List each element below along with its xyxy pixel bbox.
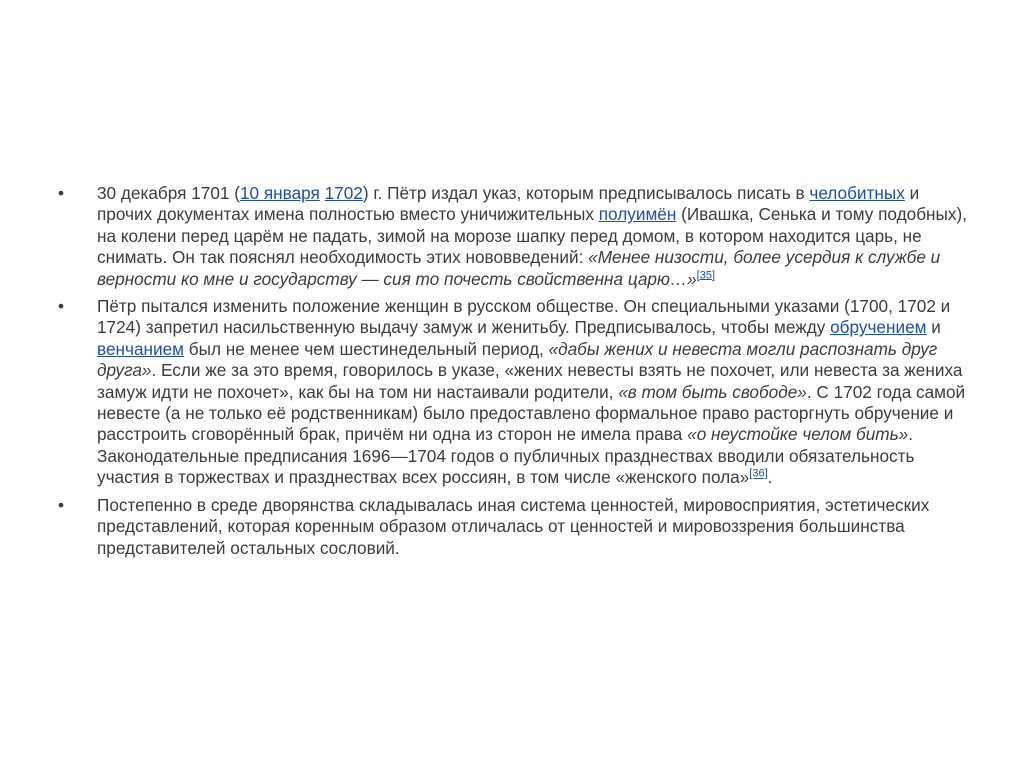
bullet-list xyxy=(58,183,968,565)
quote-freedom: «в том быть свободе» xyxy=(618,381,807,402)
text-segment: (Ивашка, Сенька и тому подобных), на колени перед царём не падать, зимой на морозе шапку перед домом, в котором находится царь, не снимать. Он так пояснял необходимость этих нововведений: xyxy=(97,204,967,268)
text-segment: и прочих документах имена полностью вместо уничижительных xyxy=(97,183,920,225)
quote-recognize: «дабы жених и невеста могли распознать друг друга» xyxy=(97,338,938,381)
text-segment: ) г. Пётр издал указ, которым предписывалось писать в xyxy=(362,183,810,203)
link-poluimena[interactable]: полуимён xyxy=(598,204,677,225)
link-venchanie[interactable]: венчанием xyxy=(97,338,184,359)
text-segment: был не менее чем шестинедельный период, xyxy=(183,338,549,359)
bullet-item-names-decree xyxy=(58,183,968,290)
text-segment: . Если же за это время, говорилось в указе, «жених невесты взять не похочет, или невеста за жениха замуж идти не похочет», как бы на том ни настаивали родители, xyxy=(97,360,963,402)
link-10-january[interactable]: 10 января xyxy=(239,183,320,203)
reference-35[interactable]: [35] xyxy=(696,268,716,281)
quote-penalty: «о неустойке челом бить» xyxy=(687,424,909,445)
text-segment: . Законодательные предписания 1696—1704 годов о публичных празднествах вводили обязательность участия в торжествах и празднествах всех россиян, в том числе «женского пола» xyxy=(97,424,915,488)
bullet-dot: • xyxy=(58,183,65,203)
text-segment: Постепенно в среде дворянства складывалась иная система ценностей, мировосприятия, эстетических представлений, которая коренным образом отличалась от ценностей и мировоззрения большинства представителей остальных сословий. xyxy=(97,494,930,558)
link-chelobitnye[interactable]: челобитных xyxy=(809,183,905,203)
bullet-dot: • xyxy=(58,494,65,515)
reference-36[interactable]: [36] xyxy=(749,467,768,480)
quote-tsar: «Менее низости, более усердия к службе и верности ко мне и государству — сия то почесть свойственна царю…» xyxy=(97,247,941,289)
text-segment: и xyxy=(926,317,941,338)
bullet-item-women-position xyxy=(58,296,968,489)
text-segment: 30 декабря 1701 ( xyxy=(97,183,240,203)
text-segment: . xyxy=(767,467,773,488)
text-segment: . С 1702 года самой невесте (а не только её родственникам) было предоставлено формальное право расторгнуть обручение и расстроить сговорённый брак, причём ни одна из сторон не имела права xyxy=(97,381,966,445)
text-segment: Пётр пытался изменить положение женщин в русском обществе. Он специальными указами (1700, 1702 и 1724) запретил насильственную выдачу замуж и женитьбу. Предписывалось, чтобы между xyxy=(97,296,951,338)
link-1702[interactable]: 1702 xyxy=(324,183,363,203)
link-obruchenie[interactable]: обручением xyxy=(830,317,927,338)
bullet-item-nobility-values xyxy=(58,495,968,559)
bullet-dot: • xyxy=(58,296,65,317)
